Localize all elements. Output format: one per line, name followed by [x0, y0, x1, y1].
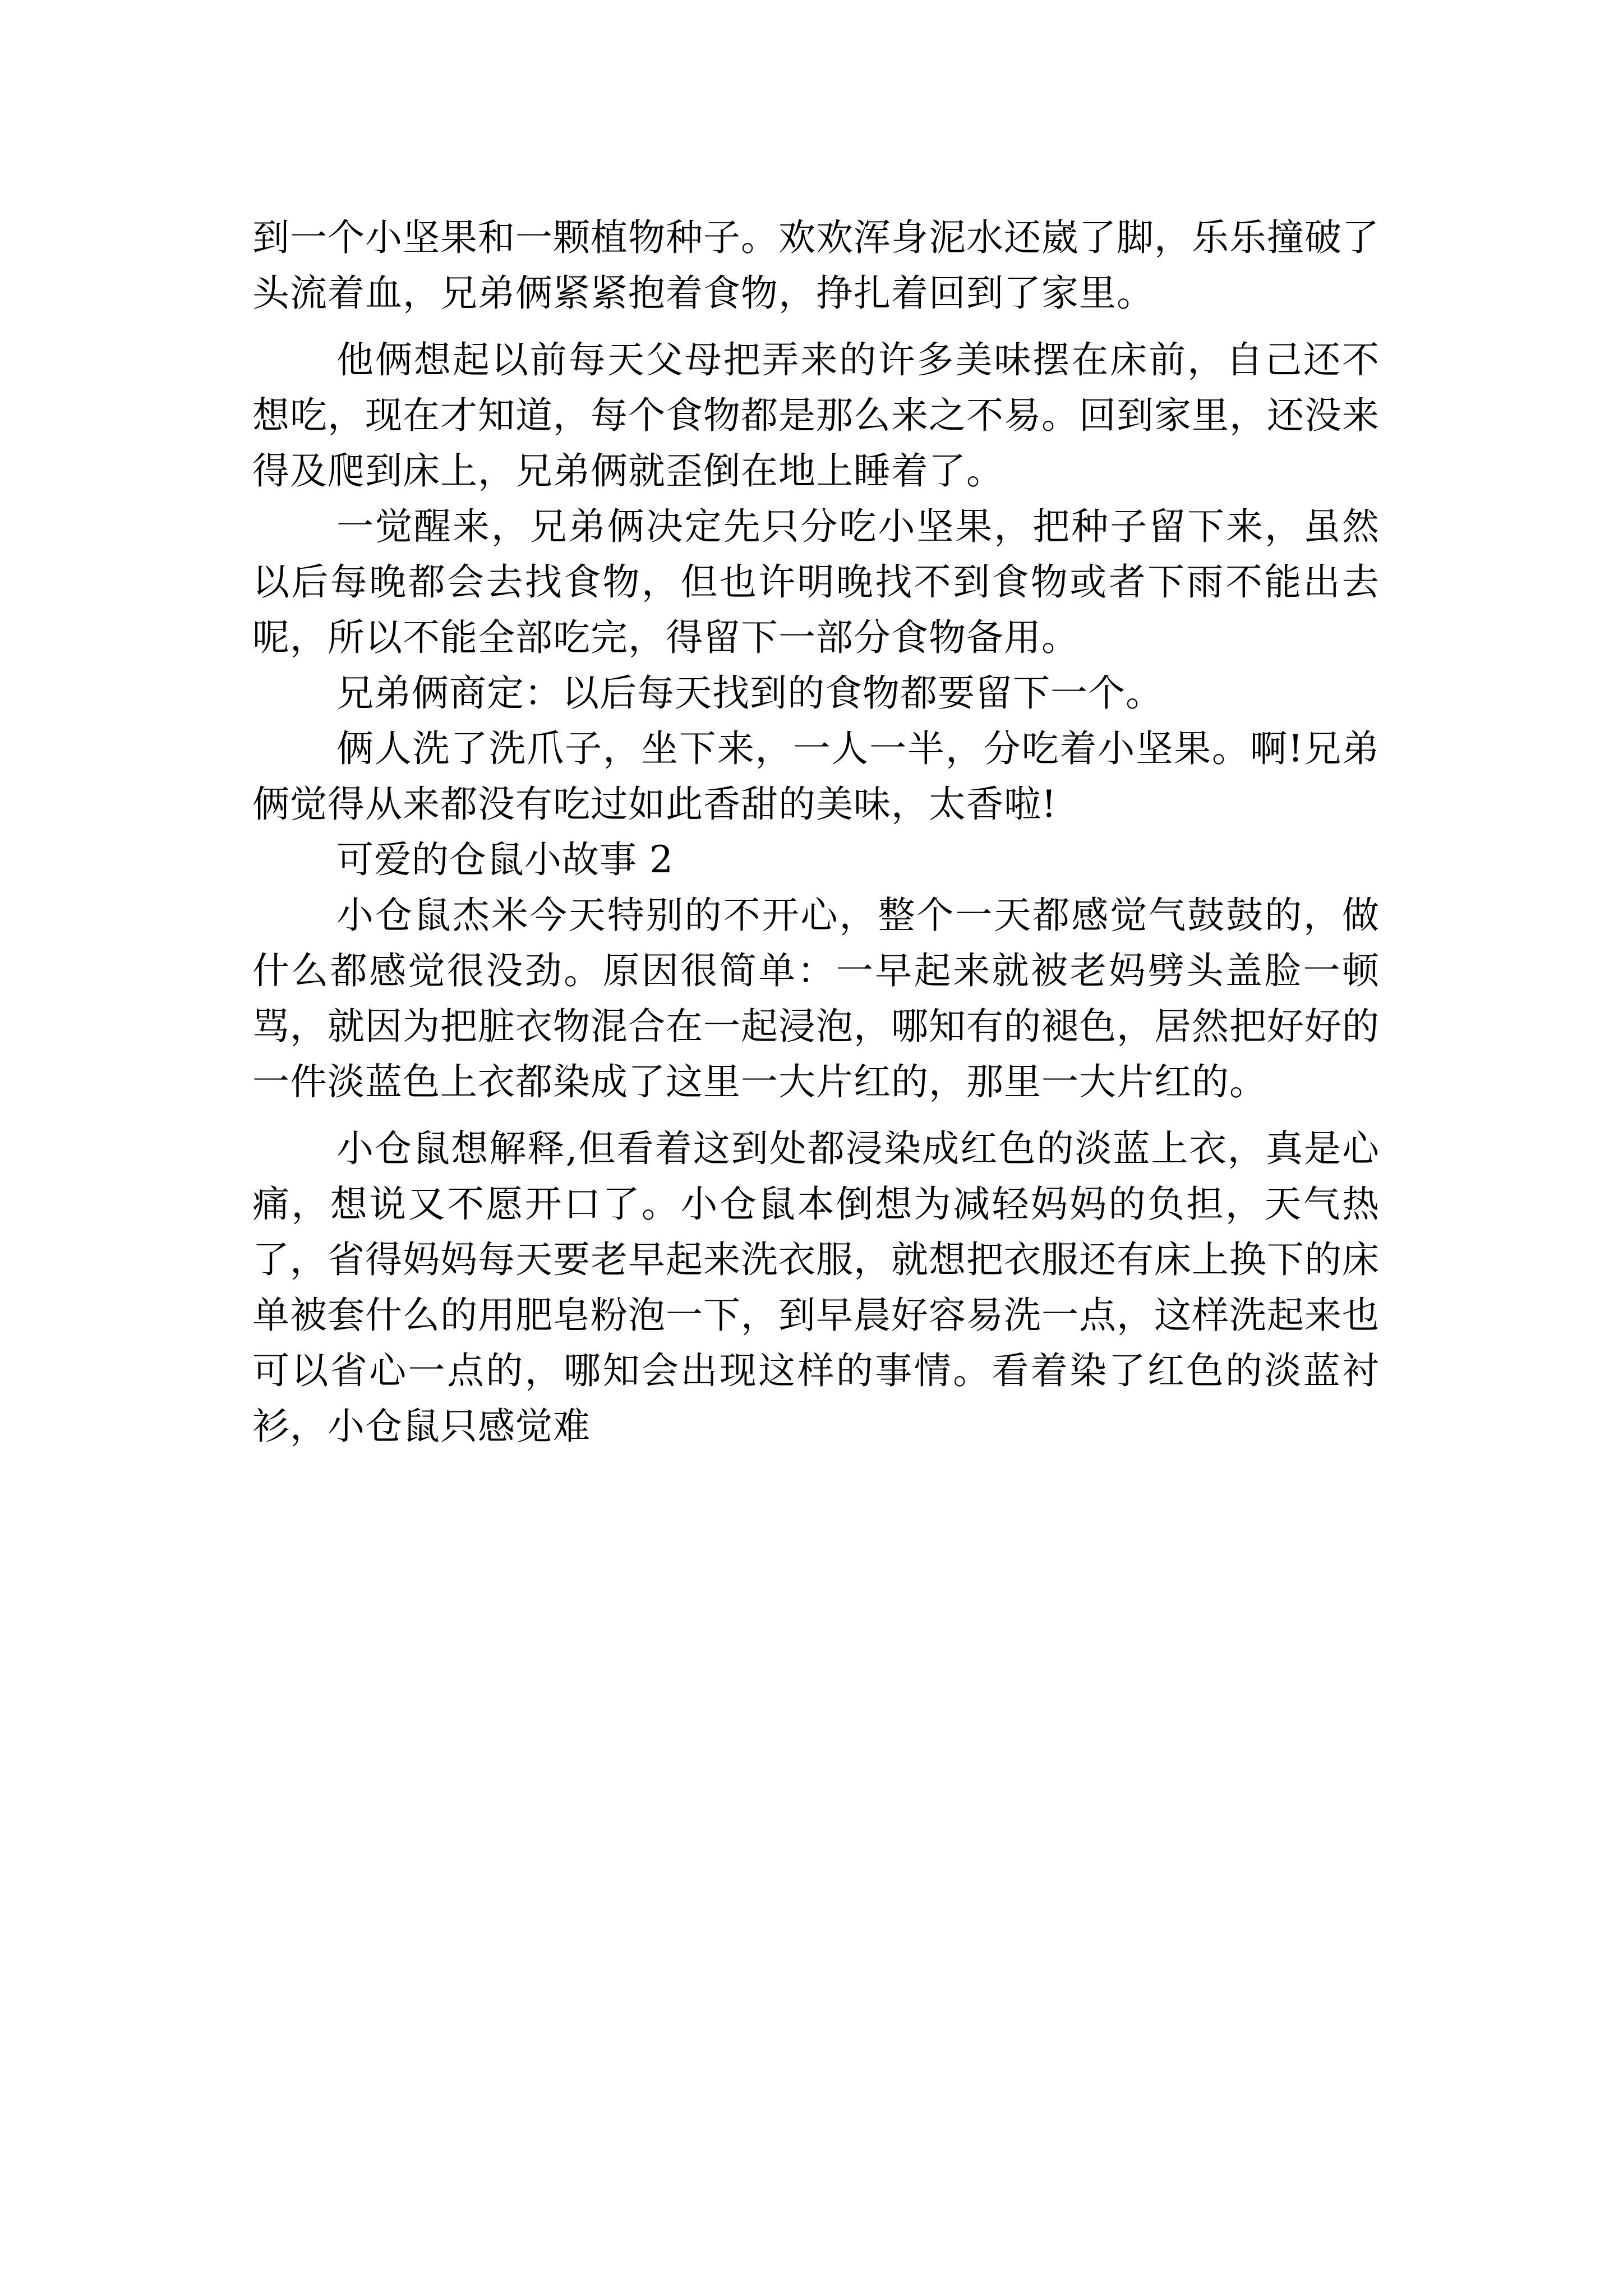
paragraph-7: 小仓鼠想解释,但看着这到处都浸染成红色的淡蓝上衣，真是心痛，想说又不愿开口了。小仓鼠本倒想为减轻妈妈的负担，天气热了，省得妈妈每天要老早起来洗衣服，就想把衣服还有床上换下的床单被套什么的用肥皂粉泡一下，到早晨好容易洗一点，这样洗起来也可以省心一点的，哪知会出现这样的事情。看着染了红色的淡蓝衬衫，小仓鼠只感觉难: [252, 1127, 1380, 1448]
paragraph-3: 一觉醒来，兄弟俩决定先只分吃小坚果，把种子留下来，虽然以后每晚都会去找食物，但也许明晚找不到食物或者下雨不能出去呢，所以不能全部吃完，得留下一部分食物备用。: [252, 505, 1380, 659]
document-body: [252, 210, 1380, 1454]
paragraph-5: 俩人洗了洗爪子，坐下来，一人一半，分吃着小坚果。啊!兄弟俩觉得从来都没有吃过如此香甜的美味，太香啦!: [252, 727, 1380, 826]
story-heading: 可爱的仓鼠小故事 2: [336, 838, 674, 881]
paragraph-2: 他俩想起以前每天父母把弄来的许多美味摆在床前，自己还不想吃，现在才知道，每个食物都是那么来之不易。回到家里，还没来得及爬到床上，兄弟俩就歪倒在地上睡着了。: [252, 338, 1380, 493]
paragraph-4: 兄弟俩商定：以后每天找到的食物都要留下一个。: [336, 671, 1163, 715]
paragraph-1: 到一个小坚果和一颗植物种子。欢欢浑身泥水还崴了脚，乐乐撞破了头流着血，兄弟俩紧紧抱着食物，挣扎着回到了家里。: [252, 216, 1380, 315]
paragraph-6: 小仓鼠杰米今天特别的不开心，整个一天都感觉气鼓鼓的，做什么都感觉很没劲。原因很简单：一早起来就被老妈劈头盖脸一顿骂，就因为把脏衣物混合在一起浸泡，哪知有的褪色，居然把好好的一件淡蓝色上衣都染成了这里一大片红的，那里一大片红的。: [252, 894, 1380, 1103]
